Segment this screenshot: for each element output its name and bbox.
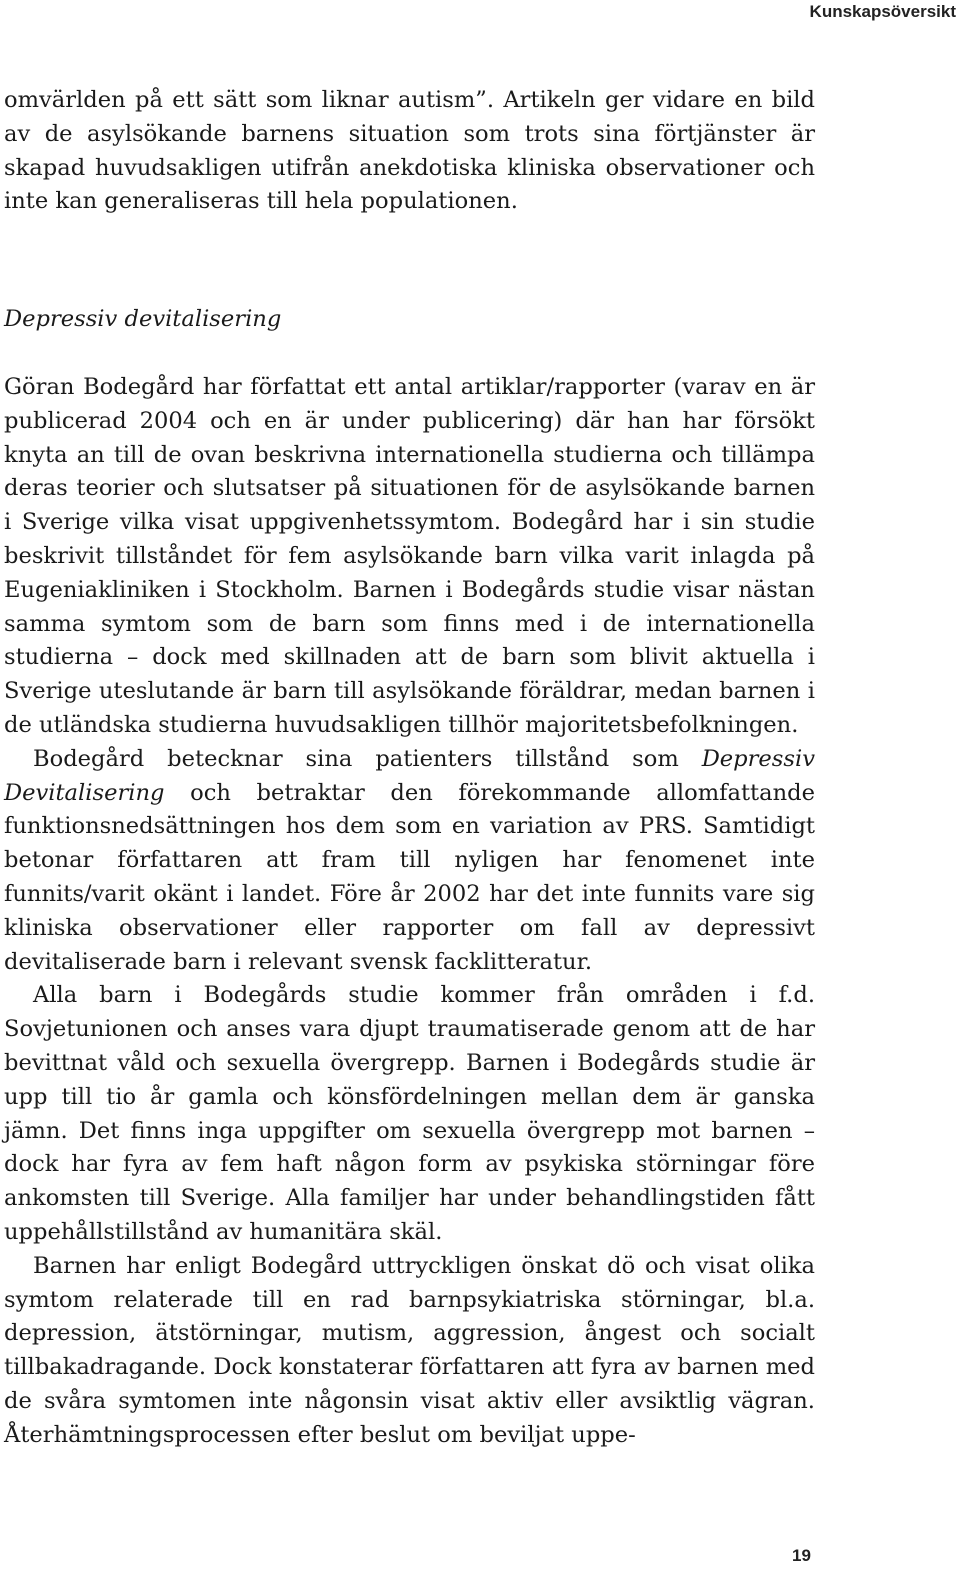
paragraph-children-origin: Alla barn i Bodegårds studie kommer från områden i f.d. Sovjetunionen och anses vara djupt traumatiserade genom att de har bevittnat våld och sexuella övergrepp. Barnen i Bodegårds studie är upp till tio år gamla och könsfördelningen mellan dem är ganska jämn. Det finns inga uppgifter om sexuella övergrepp mot barnen – dock har fyra av fem haft någon form av psykiska störningar före ankomsten till Sverige. Alla familjer har under behandlingstiden fått uppehållstillstånd av humanitära skäl. — [4, 982, 815, 1245]
page-number: 19 — [792, 1546, 811, 1565]
paragraph-2-start: Bodegård betecknar sina patienters tillstånd som — [33, 745, 702, 772]
paragraph-depressiv-devitalisering — [4, 743, 815, 980]
paragraph-2-term: Depressiv Devitalisering — [4, 745, 815, 806]
running-header: Kunskapsöversikt — [809, 2, 956, 21]
page-body — [4, 84, 815, 1452]
paragraph-symptoms: Barnen har enligt Bodegård uttryckligen önskat dö och visat olika symtom relaterade till en rad barnpsykiatriska störningar, bl.a. depression, ätstörningar, mutism, aggression, ångest och socialt tillbakadragande. Dock konstaterar författaren att fyra av barnen med de svåra symtomen inte någonsin visat aktiv eller avsiktlig vägran. Återhämtningsprocessen efter beslut om beviljat uppe- — [4, 1252, 815, 1448]
intro-paragraph: omvärlden på ett sätt som liknar autism”. Artikeln ger vidare en bild av de asylsökande barnens situation som trots sina förtjänster är skapad huvudsakligen utifrån anekdotiska kliniska observationer och inte kan generaliseras till hela populationen. — [4, 87, 815, 215]
paragraph-bodegard-study: Göran Bodegård har författat ett antal artiklar/rapporter (varav en är publicerad 2004 och en är under publicering) där han har försökt knyta an till de ovan beskrivna internationella studierna och tillämpa deras teorier och slutsatser på situationen för de asylsökande barnen i Sverige vilka visat uppgivenhetssymtom. Bodegård har i sin studie beskrivit tillståndet för fem asylsökande barn vilka varit inlagda på Eugeniakliniken i Stockholm. Barnen i Bodegårds studie visar nästan samma symtom som de barn som finns med i de internationella studierna – dock med skillnaden att de barn som blivit aktuella i Sverige uteslutande är barn till asylsökande föräldrar, medan barnen i de utländska studierna huvudsakligen tillhör majoritetsbefolkningen. — [4, 373, 815, 738]
paragraph-2-end: och betraktar den förekommande allomfattande funktionsnedsättningen hos dem som en variation av PRS. Samtidigt betonar författaren att fram till nyligen har fenomenet inte funnits/varit okänt i landet. Före år 2002 har det inte funnits vare sig kliniska observationer eller rapporter om fall av depressivt devitaliserade barn i relevant svensk facklitteratur. — [4, 779, 815, 975]
section-heading: Depressiv devitalisering — [4, 306, 282, 333]
